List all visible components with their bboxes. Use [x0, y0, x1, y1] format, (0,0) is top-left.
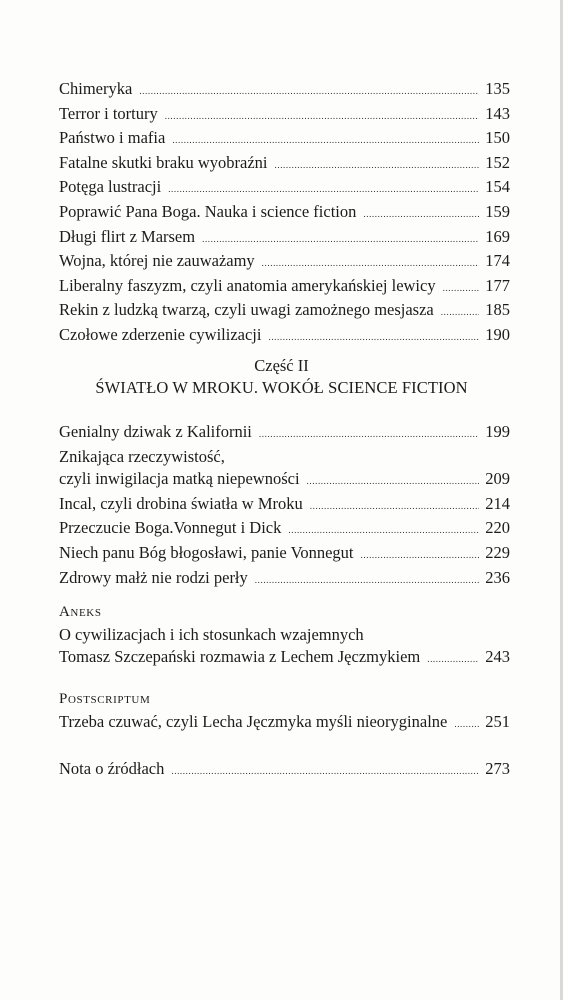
dot-leader [255, 569, 479, 592]
toc-entry-page: 150 [485, 128, 510, 148]
toc-entry[interactable] [59, 201, 510, 226]
toc-entry-title: Potęga lustracji [59, 177, 162, 197]
section-label-aneks: Aneks [59, 604, 102, 620]
toc-entry-title: Chimeryka [59, 79, 133, 98]
dot-leader [307, 470, 480, 493]
dot-leader [361, 544, 480, 567]
dot-leader [310, 495, 479, 518]
dot-leader [165, 105, 480, 128]
toc-entry-title: Incal, czyli drobina światła w Mroku [59, 493, 303, 513]
dot-leader [443, 277, 480, 300]
toc-entry-page: 273 [485, 759, 510, 778]
toc-entry-title: Terror i tortury [59, 103, 158, 123]
dot-leader [427, 648, 479, 671]
toc-entry-page: 251 [485, 711, 510, 731]
toc-entry-page: 229 [485, 542, 510, 562]
dot-leader [454, 713, 479, 736]
toc-entry[interactable] [59, 468, 510, 493]
toc-entry[interactable] [59, 176, 510, 201]
toc-entry-title: Państwo i mafia [59, 128, 166, 148]
toc-entry[interactable] [59, 250, 510, 275]
toc-entry-page: 174 [485, 251, 510, 271]
toc-entry-page: 154 [485, 177, 510, 197]
section-label-postscriptum: Postscriptum [59, 691, 151, 707]
toc-entry-title: Czołowe zderzenie cywilizacji [59, 324, 262, 344]
toc-aneks-section [59, 601, 510, 671]
toc-entry[interactable] [59, 299, 510, 324]
toc-entry-page: 152 [485, 152, 510, 172]
toc-nota-section [59, 758, 510, 783]
toc-entry-title-line1: Znikająca rzeczywistość, [59, 446, 225, 466]
toc-entry[interactable] [59, 646, 510, 671]
toc-entry-title: Rekin z ludzką twarzą, czyli uwagi zamożnego mesjasza [59, 300, 434, 320]
toc-entry[interactable] [59, 517, 510, 542]
dot-leader [171, 760, 479, 783]
dot-leader [275, 154, 480, 177]
toc-entry-page: 209 [485, 469, 510, 489]
toc-entry-page: 243 [485, 647, 510, 667]
toc-entry-title: Wojna, której nie zauważamy [59, 251, 255, 271]
toc-entry-title: Zdrowy małż nie rodzi perły [59, 567, 248, 587]
toc-entry[interactable] [59, 421, 510, 446]
toc-entry-title: Przeczucie Boga.Vonnegut i Dick [59, 518, 282, 538]
toc-entry-title: Fatalne skutki braku wyobraźni [59, 152, 268, 172]
toc-entry-title: Poprawić Pana Boga. Nauka i science fiction [59, 201, 357, 221]
toc-entry-page: 220 [485, 518, 510, 538]
part-title-heading: ŚWIATŁO W MROKU. WOKÓŁ SCIENCE FICTION [95, 378, 468, 397]
toc-entry-title: Długi flirt z Marsem [59, 226, 196, 246]
toc-entry-title: czyli inwigilacja matką niepewności [59, 469, 300, 489]
toc-entry[interactable] [59, 542, 510, 567]
toc-entry-title: Trzeba czuwać, czyli Lecha Jęczmyka myśli nieoryginalne [59, 711, 448, 731]
toc-entry-title: Niech panu Bóg błogosławi, panie Vonnegut [59, 542, 354, 562]
part-number-heading: Część II [254, 356, 309, 375]
toc-entry[interactable] [59, 324, 510, 349]
toc-entry-title: Tomasz Szczepański rozmawia z Lechem Jęczmykiem [59, 647, 421, 667]
toc-entry[interactable] [59, 493, 510, 518]
toc-postscriptum-section [59, 688, 510, 735]
toc-entry-page: 190 [485, 324, 510, 344]
dot-leader [259, 423, 479, 446]
dot-leader [168, 178, 479, 201]
dot-leader [202, 228, 479, 251]
toc-entry[interactable] [59, 103, 510, 128]
toc-entry[interactable] [59, 127, 510, 152]
toc-entry[interactable] [59, 275, 510, 300]
dot-leader [363, 203, 479, 226]
toc-entry-page: 177 [485, 275, 510, 295]
dot-leader [441, 301, 479, 324]
toc-entry-page: 214 [485, 493, 510, 513]
dot-leader [139, 80, 479, 103]
toc-entry[interactable] [59, 758, 510, 783]
toc-entry-page: 185 [485, 300, 510, 320]
toc-entry-page: 159 [485, 201, 510, 221]
toc-entry-page: 135 [485, 79, 510, 98]
toc-entry-title: Liberalny faszyzm, czyli anatomia amerykańskiej lewicy [59, 275, 436, 295]
dot-leader [288, 519, 479, 542]
toc-part2-list [59, 421, 510, 591]
dot-leader [172, 129, 479, 152]
toc-entry-page: 236 [485, 567, 510, 587]
toc-entry-title: Genialny dziwak z Kalifornii [59, 422, 252, 441]
toc-entry[interactable] [59, 226, 510, 251]
dot-leader [268, 326, 479, 349]
toc-entry[interactable] [59, 711, 510, 736]
toc-entry-title: Nota o źródłach [59, 759, 165, 778]
toc-entry-page: 199 [485, 422, 510, 441]
dot-leader [262, 252, 480, 275]
toc-entry[interactable] [59, 567, 510, 592]
toc-entry[interactable] [59, 152, 510, 177]
toc-entry[interactable] [59, 78, 510, 103]
toc-entry-page: 169 [485, 226, 510, 246]
toc-entry-page: 143 [485, 103, 510, 123]
toc-part1-list [59, 78, 510, 349]
toc-entry-title-line1: O cywilizacjach i ich stosunkach wzajemnych [59, 624, 364, 644]
